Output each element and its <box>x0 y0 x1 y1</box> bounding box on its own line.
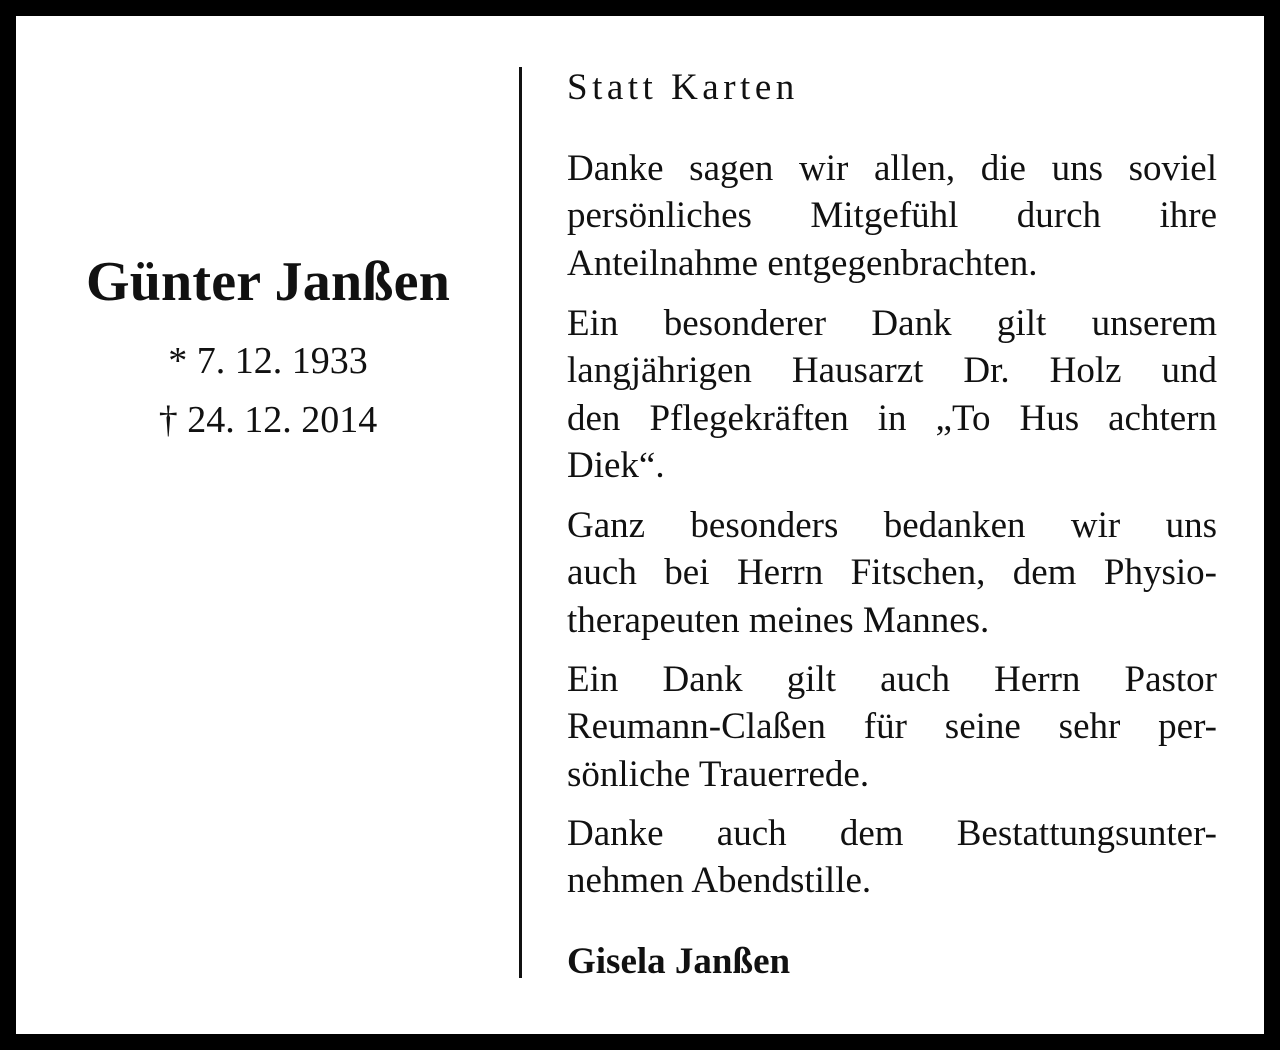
paragraph-line: persönliches Mitgefühl durch ihre <box>567 195 1217 237</box>
paragraph-line: Ganz besonders bedanken wir uns <box>567 505 1217 546</box>
paragraph-thanks-doctor <box>567 300 1217 489</box>
paragraph-line: Danke auch dem Bestattungsunter- <box>567 813 1217 854</box>
paragraph-line: den Pflegekräften in „To Hus achtern <box>567 397 1217 439</box>
paragraph-line: Ein Dank gilt auch Herrn Pastor <box>567 659 1217 700</box>
deceased-name: Günter Janßen <box>85 251 451 313</box>
paragraph-line: Reumann-Claßen für seine sehr per- <box>567 706 1217 748</box>
paragraph-line: auch bei Herrn Fitschen, dem Physio- <box>567 552 1217 594</box>
deceased-panel <box>16 16 520 1034</box>
death-date: † 24. 12. 2014 <box>158 399 378 441</box>
paragraph-line: Anteilnahme entgegenbrachten. <box>567 242 1038 284</box>
paragraph-line: Danke sagen wir allen, die uns soviel <box>567 148 1217 189</box>
birth-date: * 7. 12. 1933 <box>168 340 368 382</box>
paragraph-line: Diek“. <box>567 444 665 486</box>
notice-header: Statt Karten <box>567 67 799 108</box>
paragraph-line: nehmen Abendstille. <box>567 860 872 902</box>
paragraph-thanks-pastor <box>567 656 1217 798</box>
signature: Gisela Janßen <box>567 941 791 982</box>
obituary-card <box>16 16 1264 1034</box>
paragraph-line: therapeuten meines Mannes. <box>567 599 990 641</box>
paragraph-line: sönliche Trauerrede. <box>567 753 870 795</box>
paragraph-line: Ein besonderer Dank gilt unserem <box>567 303 1217 344</box>
paragraph-thanks-physio <box>567 502 1217 644</box>
paragraph-thanks-funeral-home <box>567 810 1217 905</box>
paragraph-thanks-all <box>567 145 1217 287</box>
vertical-divider <box>519 67 522 978</box>
paragraph-line: langjährigen Hausarzt Dr. Holz und <box>567 350 1217 392</box>
